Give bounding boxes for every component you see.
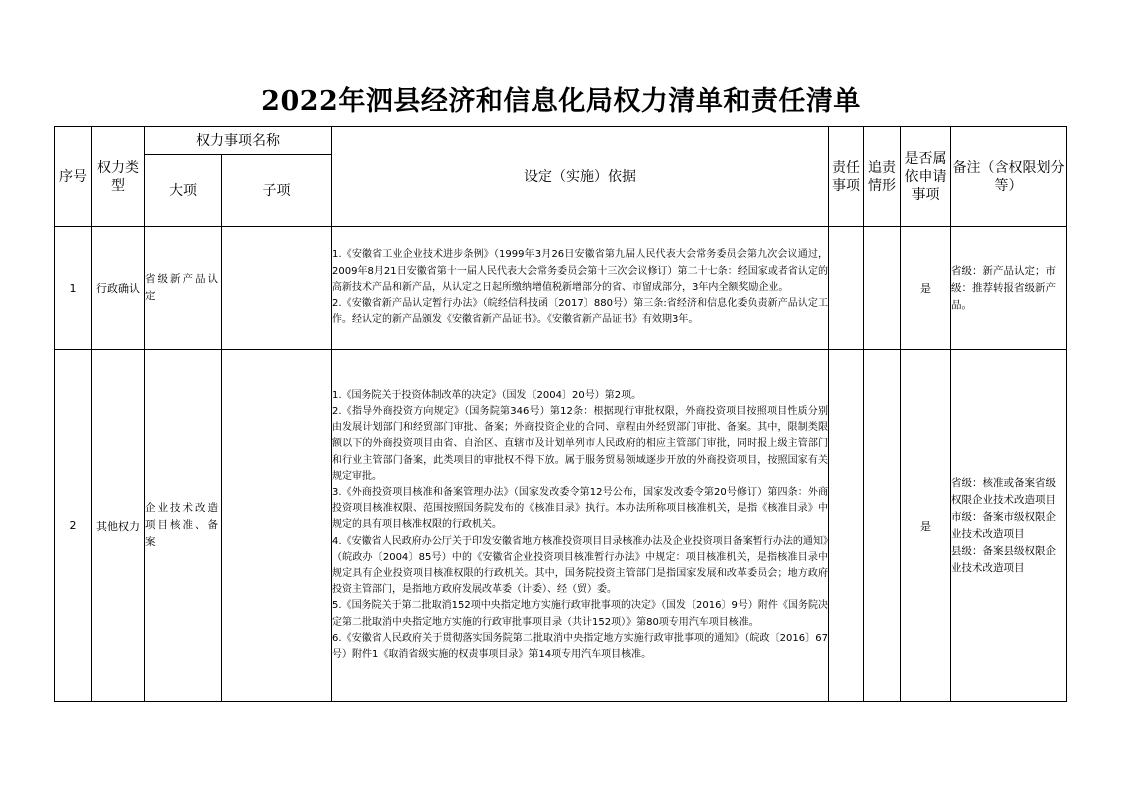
row-duty [829, 350, 864, 702]
row-seq: 2 [55, 350, 92, 702]
row-sub-item [222, 350, 332, 702]
row-remark: 省级：新产品认定；市级：推荐转报省级新产品。 [951, 227, 1067, 350]
row-accountability [864, 227, 901, 350]
header-duty: 责任事项 [829, 127, 864, 227]
row-main-item: 省级新产品认定 [145, 227, 222, 350]
basis-line: 4.《安徽省人民政府办公厅关于印发安徽省地方核准投资项目目录核准办法及企业投资项目备案暂行办法的通知》（皖政办〔2004〕85号）中的《安徽省企业投资项目核准暂行办法》中规定：项目核准机关，是指核准目录中规定具有企业投资项目核准权限的行政机关。其中，国务院投资主管部门是指国家发展和改革委员会；地方政府投资主管部门，是指地方政府发展改革委（计委）、经（贸）委。 [332, 535, 828, 596]
row-basis [332, 227, 829, 350]
row-accountability [864, 350, 901, 702]
basis-line: 6.《安徽省人民政府关于贯彻落实国务院第二批取消中央指定地方实施行政审批事项的通知》（皖政〔2016〕67号）附件1《取消省级实施的权责事项目录》第14项专用汽车项目核准。 [332, 632, 828, 661]
header-item-group: 权力事项名称 [145, 127, 332, 155]
basis-line: 1.《国务院关于投资体制改革的决定》（国发〔2004〕20号）第2项。 [332, 389, 642, 401]
basis-line: 1.《安徽省工业企业技术进步条例》（1999年3月26日安徽省第九届人民代表大会常务委员会第九次会议通过，2009年8月21日安徽省第十一届人民代表大会常务委员会第十三次会议修订）第二十七条：经国家或者省认定的高新技术产品和新产品，从认定之日起所缴纳增值税新增部分的省、市留成部分，3年内全额奖励企业。 [332, 249, 828, 293]
row-basis [332, 350, 829, 702]
basis-line: 3.《外商投资项目核准和备案管理办法》（国家发改委令第12号公布，国家发改委令第20号修订）第四条：外商投资项目核准权限、范围按照国务院发布的《核准目录》执行。本办法所称项目核准机关，是指《核准目录》中规定的具有项目核准权限的行政机关。 [332, 486, 828, 531]
basis-line: 5.《国务院关于第二批取消152项中央指定地方实施行政审批事项的决定》（国发〔2016〕9号）附件《国务院决定第二批取消中央指定地方实施的行政审批事项目录（共计152项）》第80项专用汽车项目核准。 [332, 600, 828, 628]
basis-line: 2.《安徽省新产品认定暂行办法》（皖经信科技函〔2017〕880号）第三条:省经济和信息化委负责新产品认定工作。经认定的新产品颁发《安徽省新产品证书》。《安徽省新产品证书》有效期3年。 [332, 298, 828, 326]
header-remark: 备注（含权限划分等） [951, 127, 1067, 227]
row-power-type: 行政确认 [92, 227, 145, 350]
row-power-type: 其他权力 [92, 350, 145, 702]
header-application: 是否属依申请事项 [901, 127, 951, 227]
row-application: 是 [901, 227, 951, 350]
header-sub-item: 子项 [222, 155, 332, 227]
header-main-item: 大项 [145, 155, 222, 227]
header-basis: 设定（实施）依据 [332, 127, 829, 227]
row-remark: 省级：核准或备案省级权限企业技术改造项目 市级：备案市级权限企业技术改造项目 县级：备案县级权限企业技术改造项目 [951, 350, 1067, 702]
row-seq: 1 [55, 227, 92, 350]
basis-line: 2.《指导外商投资方向规定》（国务院第346号）第12条：根据现行审批权限，外商投资项目按照项目性质分别由发展计划部门和经贸部门审批、备案；外商投资企业的合同、章程由外经贸部门审批、备案。其中，限制类限额以下的外商投资项目由省、自治区、直辖市及计划单列市人民政府的相应主管部门审批，同时报上级主管部门和行业主管部门备案，此类项目的审批权不得下放。属于服务贸易领域逐步开放的外商投资项目，按照国家有关规定审批。 [332, 405, 828, 482]
row-main-item: 企业技术改造项目核准、备案 [145, 350, 222, 702]
header-power-type: 权力类型 [92, 127, 145, 227]
page-title: 2022年泗县经济和信息化局权力清单和责任清单 [261, 86, 861, 117]
header-seq: 序号 [55, 127, 92, 227]
table-row [55, 350, 1067, 702]
table-row [55, 227, 1067, 350]
row-duty [829, 227, 864, 350]
power-list-table [54, 126, 1067, 702]
row-application: 是 [901, 350, 951, 702]
row-sub-item [222, 227, 332, 350]
header-accountability: 追责情形 [864, 127, 901, 227]
